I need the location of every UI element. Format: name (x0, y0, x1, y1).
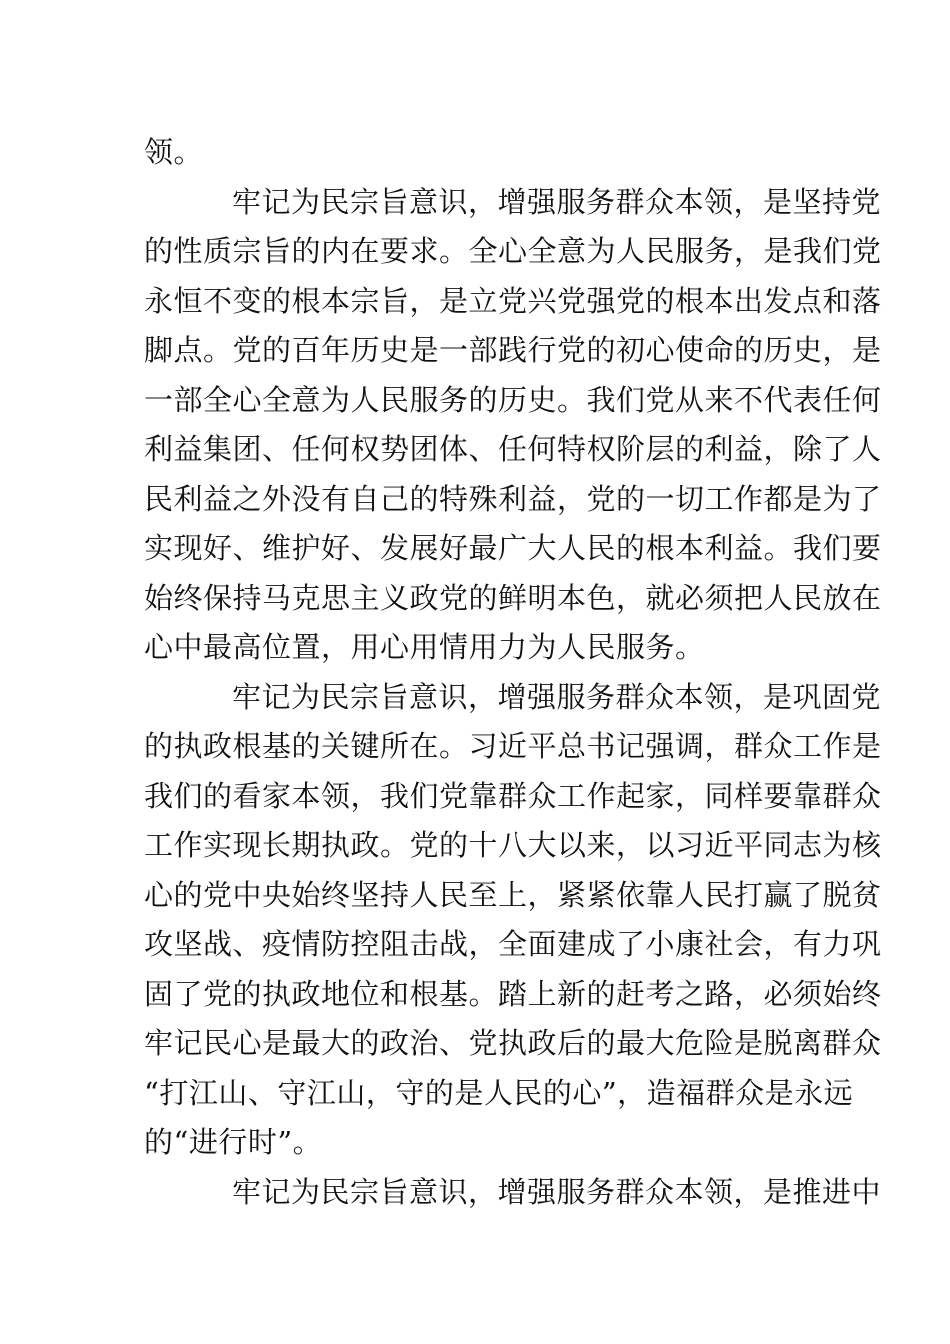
text-line: 固了党的执政地位和根基。踏上新的赶考之路，必须始终 (144, 976, 882, 1011)
document-body (144, 128, 882, 1217)
text-line: 工作实现长期执政。党的十八大以来，以习近平同志为核 (144, 828, 882, 862)
paragraph-governance-foundation (144, 673, 882, 1168)
paragraph-advancing (144, 1168, 882, 1218)
text-line: 的性质宗旨的内在要求。全心全意为人民服务，是我们党 (144, 234, 882, 268)
text-line: 脚点。党的百年历史是一部践行党的初心使命的历史，是 (144, 333, 882, 367)
text-line: 我们的看家本领，我们党靠群众工作起家，同样要靠群众 (144, 778, 882, 813)
paragraph-party-nature (144, 178, 882, 673)
text-line: 的“进行时”。 (144, 1125, 323, 1159)
text-line: 领。 (144, 135, 204, 169)
text-line: 实现好、维护好、发展好最广大人民的根本利益。我们要 (144, 531, 882, 565)
text-line: 牢记为民宗旨意识，增强服务群众本领，是巩固党 (232, 679, 882, 714)
text-line: 一部全心全意为人民服务的历史。我们党从来不代表任何 (144, 382, 882, 417)
text-line: 心的党中央始终坚持人民至上，紧紧依靠人民打赢了脱贫 (144, 877, 882, 912)
text-line: 牢记为民宗旨意识，增强服务群众本领，是推进中 (232, 1174, 882, 1209)
paragraph-continuation (144, 128, 808, 178)
text-line: 攻坚战、疫情防控阻击战，全面建成了小康社会，有力巩 (144, 927, 882, 961)
text-line: 民利益之外没有自己的特殊利益，党的一切工作都是为了 (144, 481, 882, 516)
text-line: 永恒不变的根本宗旨，是立党兴党强党的根本出发点和落 (144, 283, 882, 318)
text-line: 利益集团、任何权势团体、任何特权阶层的利益，除了人 (144, 432, 882, 466)
text-line: 牢记民心是最大的政治、党执政后的最大危险是脱离群众 (144, 1026, 882, 1060)
text-line: 始终保持马克思主义政党的鲜明本色，就必须把人民放在 (144, 580, 882, 615)
text-line: 心中最高位置，用心用情用力为人民服务。 (144, 630, 705, 664)
text-line: “打江山、守江山，守的是人民的心”，造福群众是永远 (144, 1075, 854, 1110)
text-line: 的执政根基的关键所在。习近平总书记强调，群众工作是 (144, 729, 882, 763)
text-line: 牢记为民宗旨意识，增强服务群众本领，是坚持党 (232, 184, 882, 219)
